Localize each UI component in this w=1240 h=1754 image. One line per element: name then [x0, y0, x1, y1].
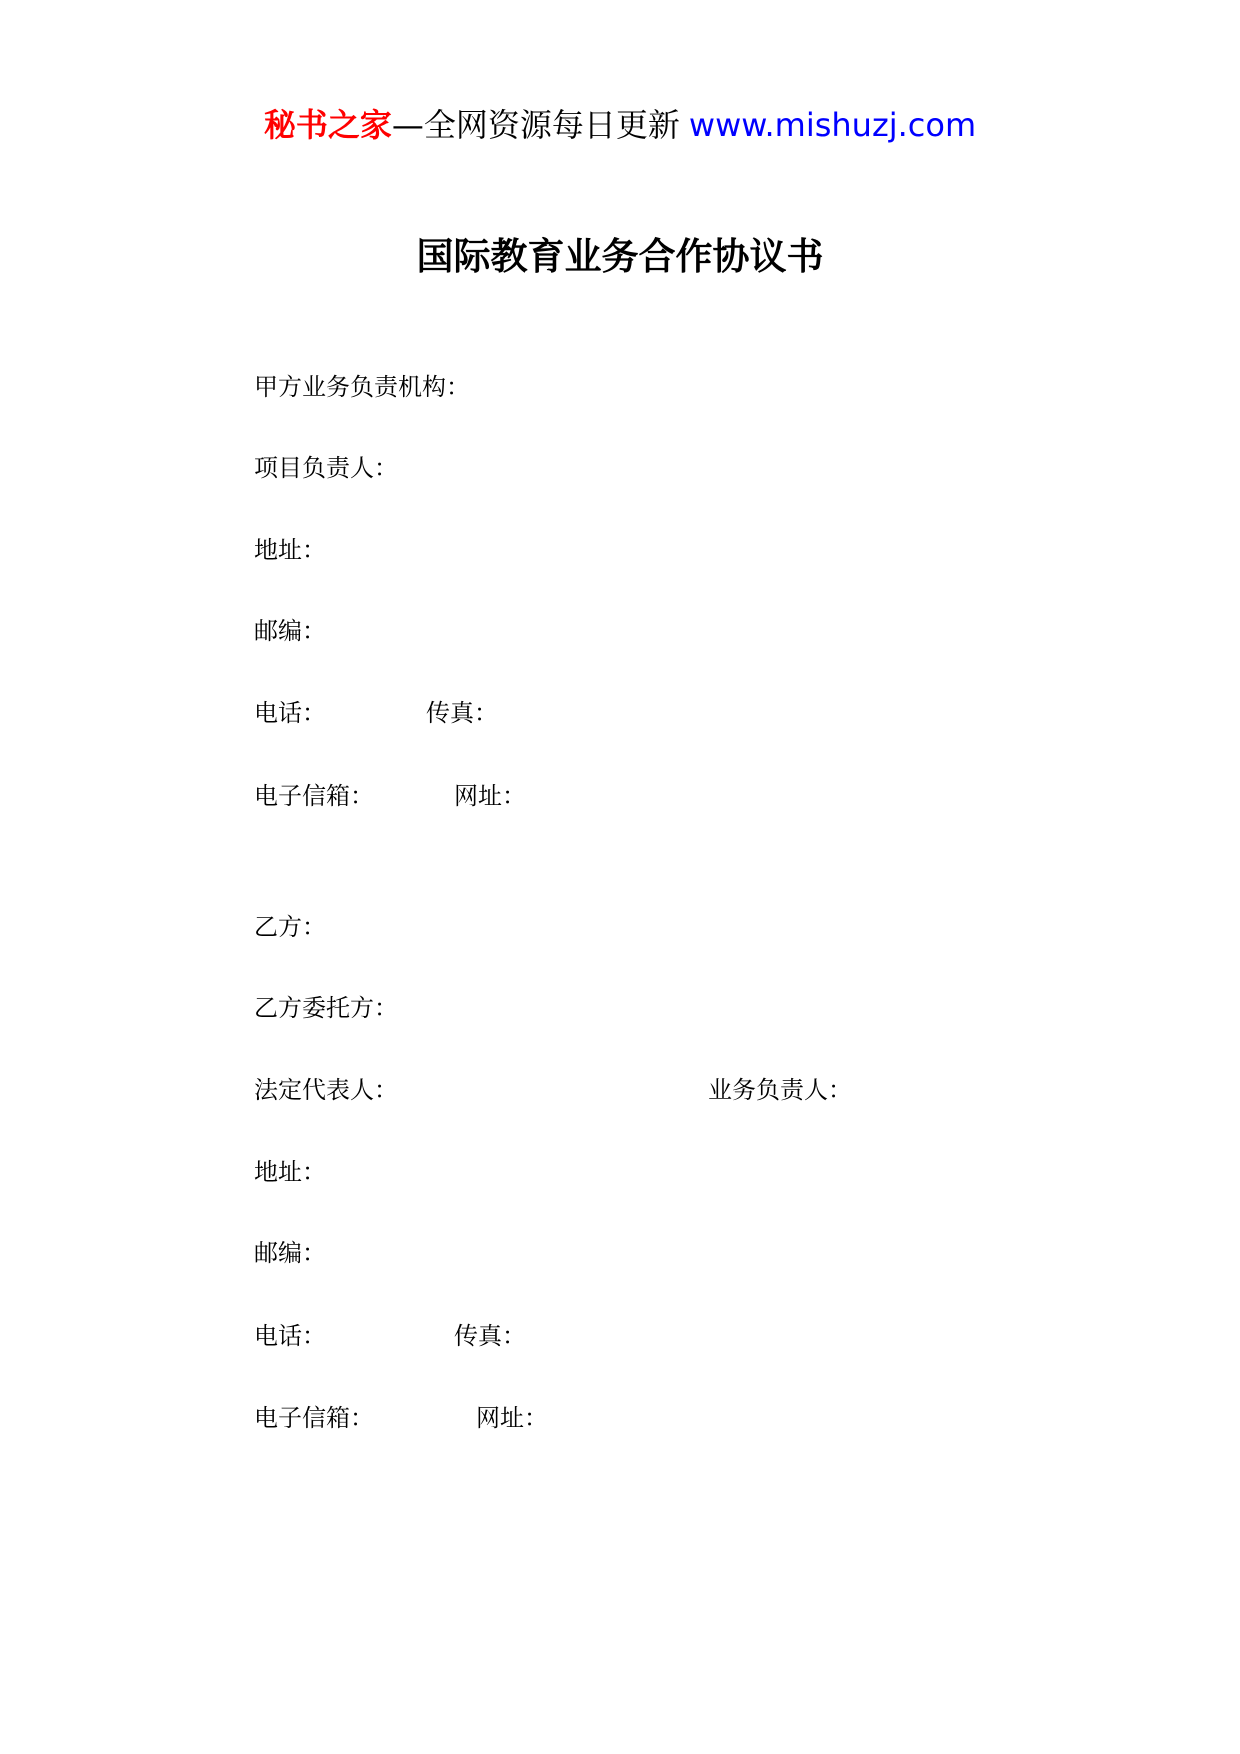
- party-b-client-label: 乙方委托方：: [254, 994, 398, 1022]
- party-a-email-label: 电子信箱：: [254, 782, 374, 810]
- party-a-project-lead-label: 项目负责人：: [254, 454, 398, 482]
- party-b-email-label: 电子信箱：: [254, 1404, 374, 1432]
- party-b-legal-rep-label: 法定代表人：: [254, 1076, 398, 1104]
- site-header: [0, 105, 1240, 145]
- party-a-website-label: 网址：: [454, 782, 526, 810]
- party-b-website-label: 网址：: [476, 1404, 548, 1432]
- party-b-address-label: 地址：: [254, 1158, 326, 1186]
- party-b-business-lead-label: 业务负责人：: [708, 1076, 852, 1104]
- party-a-phone-label: 电话：: [254, 699, 326, 727]
- party-a-postcode-label: 邮编：: [254, 617, 326, 645]
- party-a-org-label: 甲方业务负责机构：: [254, 373, 470, 401]
- website-link[interactable]: www.mishuzj.com: [688, 106, 977, 144]
- brand-name: 秘书之家: [263, 106, 392, 144]
- party-a-fax-label: 传真：: [426, 699, 498, 727]
- header-tagline: —全网资源每日更新: [391, 106, 680, 144]
- party-b-postcode-label: 邮编：: [254, 1239, 326, 1267]
- party-b-fax-label: 传真：: [454, 1322, 526, 1350]
- document-title: 国际教育业务合作协议书: [416, 235, 824, 278]
- party-b-label: 乙方：: [254, 913, 326, 941]
- party-a-address-label: 地址：: [254, 536, 326, 564]
- party-b-phone-label: 电话：: [254, 1322, 326, 1350]
